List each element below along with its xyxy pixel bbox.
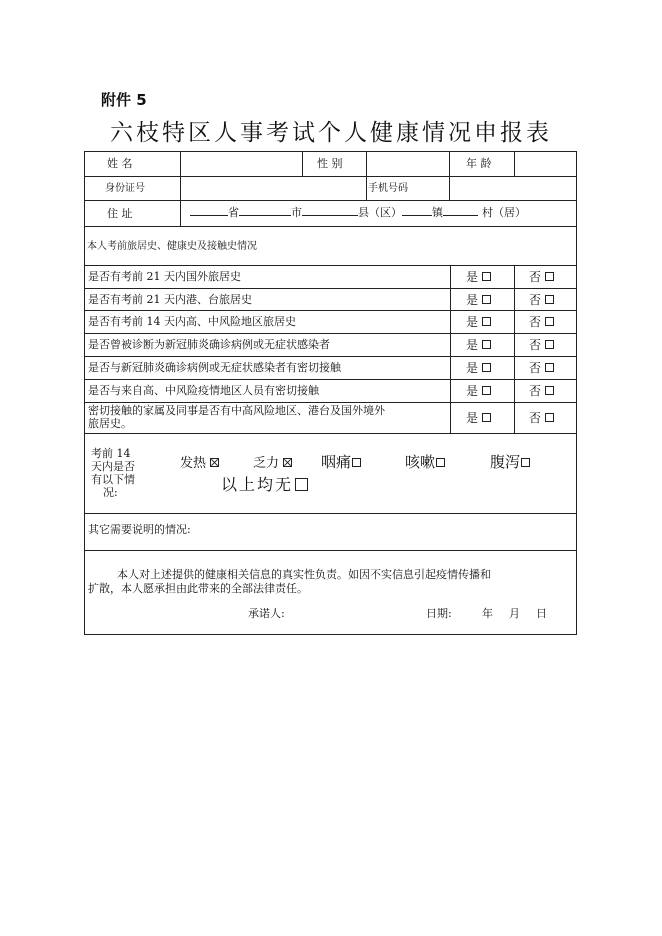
q4-no[interactable]: 否 xyxy=(529,338,554,352)
commitment-line2: 扩散，本人愿承担由此带来的全部法律责任。 xyxy=(88,582,308,595)
symptoms-label: 考前 14 天内是否 有以下情 况: xyxy=(91,447,135,499)
checkbox-icon[interactable] xyxy=(482,272,491,281)
checkbox-icon[interactable] xyxy=(545,317,554,326)
q5-yes[interactable]: 是 xyxy=(466,361,491,375)
q2-yes[interactable]: 是 xyxy=(466,293,491,307)
q3-no[interactable]: 否 xyxy=(529,315,554,329)
date-year-label: 年 xyxy=(482,607,493,620)
date-month-label: 月 xyxy=(509,607,520,620)
checkbox-icon[interactable] xyxy=(545,340,554,349)
address-field[interactable] xyxy=(190,204,526,220)
date-day-label: 日 xyxy=(536,607,547,620)
name-label: 姓 名 xyxy=(107,157,133,170)
question-7-line1: 密切接触的家属及同事是否有中高风险地区、港台及国外境外 xyxy=(88,404,385,417)
question-7-line2: 旅居史。 xyxy=(88,417,132,430)
checkbox-icon[interactable] xyxy=(482,295,491,304)
checkbox-icon[interactable] xyxy=(436,458,445,467)
city-label: 市 xyxy=(291,206,302,219)
gender-label: 性 别 xyxy=(317,157,343,170)
checkbox-icon[interactable] xyxy=(545,295,554,304)
county-label: 县（区） xyxy=(358,206,402,219)
health-declaration-form xyxy=(84,151,577,635)
q3-yes[interactable]: 是 xyxy=(466,315,491,329)
commitment-line1: 本人对上述提供的健康相关信息的真实性负责。如因不实信息引起疫情传播和 xyxy=(117,568,491,581)
checkbox-icon[interactable] xyxy=(295,478,308,491)
q7-no[interactable]: 否 xyxy=(529,411,554,425)
checkbox-checked-icon[interactable] xyxy=(210,458,219,467)
date-label: 日期: xyxy=(426,607,452,620)
question-6: 是否与来自高、中风险疫情地区人员有密切接触 xyxy=(88,384,319,397)
checkbox-icon[interactable] xyxy=(545,363,554,372)
checkbox-icon[interactable] xyxy=(482,413,491,422)
q1-no[interactable]: 否 xyxy=(529,270,554,284)
question-2: 是否有考前 21 天内港、台旅居史 xyxy=(88,293,252,306)
checkbox-icon[interactable] xyxy=(352,458,361,467)
attachment-label: 附件 5 xyxy=(101,91,147,109)
village-label: 村（居） xyxy=(482,206,526,219)
checkbox-icon[interactable] xyxy=(482,317,491,326)
page-title: 六枝特区人事考试个人健康情况申报表 xyxy=(110,120,552,146)
checkbox-icon[interactable] xyxy=(545,386,554,395)
question-1: 是否有考前 21 天内国外旅居史 xyxy=(88,270,241,283)
checkbox-icon[interactable] xyxy=(482,386,491,395)
address-label: 住 址 xyxy=(107,207,133,220)
province-label: 省 xyxy=(228,206,239,219)
symptom-sore-throat[interactable]: 咽痛 xyxy=(321,455,361,469)
checkbox-checked-icon[interactable] xyxy=(283,458,292,467)
signer-label: 承诺人: xyxy=(248,607,285,620)
q5-no[interactable]: 否 xyxy=(529,361,554,375)
q1-yes[interactable]: 是 xyxy=(466,270,491,284)
checkbox-icon[interactable] xyxy=(545,413,554,422)
checkbox-icon[interactable] xyxy=(482,363,491,372)
town-label: 镇 xyxy=(432,206,443,219)
symptom-fatigue[interactable]: 乏力 xyxy=(253,457,292,471)
q2-no[interactable]: 否 xyxy=(529,293,554,307)
signer-field[interactable] xyxy=(300,604,410,622)
checkbox-icon[interactable] xyxy=(482,340,491,349)
symptom-cough[interactable]: 咳嗽 xyxy=(405,455,445,469)
q4-yes[interactable]: 是 xyxy=(466,338,491,352)
other-notes-label: 其它需要说明的情况: xyxy=(88,523,191,536)
checkbox-icon[interactable] xyxy=(521,458,530,467)
q6-no[interactable]: 否 xyxy=(529,384,554,398)
other-notes-field[interactable] xyxy=(205,515,573,548)
age-field[interactable] xyxy=(515,153,575,175)
question-5: 是否与新冠肺炎确诊病例或无症状感染者有密切接触 xyxy=(88,361,341,374)
phone-field[interactable] xyxy=(450,177,575,199)
symptom-none[interactable]: 以上均无 xyxy=(221,478,308,492)
id-number-label: 身份证号 xyxy=(105,183,145,194)
symptom-fever[interactable]: 发热 xyxy=(180,457,219,471)
checkbox-icon[interactable] xyxy=(545,272,554,281)
q7-yes[interactable]: 是 xyxy=(466,411,491,425)
q6-yes[interactable]: 是 xyxy=(466,384,491,398)
symptom-diarrhea[interactable]: 腹泻 xyxy=(490,455,530,469)
section-heading: 本人考前旅居史、健康史及接触史情况 xyxy=(87,241,257,252)
question-3: 是否有考前 14 天内高、中风险地区旅居史 xyxy=(88,315,296,328)
phone-label: 手机号码 xyxy=(368,183,408,194)
question-4: 是否曾被诊断为新冠肺炎确诊病例或无症状感染者 xyxy=(88,338,330,351)
id-number-field[interactable] xyxy=(181,177,365,199)
gender-field[interactable] xyxy=(367,153,448,175)
age-label: 年 龄 xyxy=(466,157,492,170)
name-field[interactable] xyxy=(181,153,301,175)
